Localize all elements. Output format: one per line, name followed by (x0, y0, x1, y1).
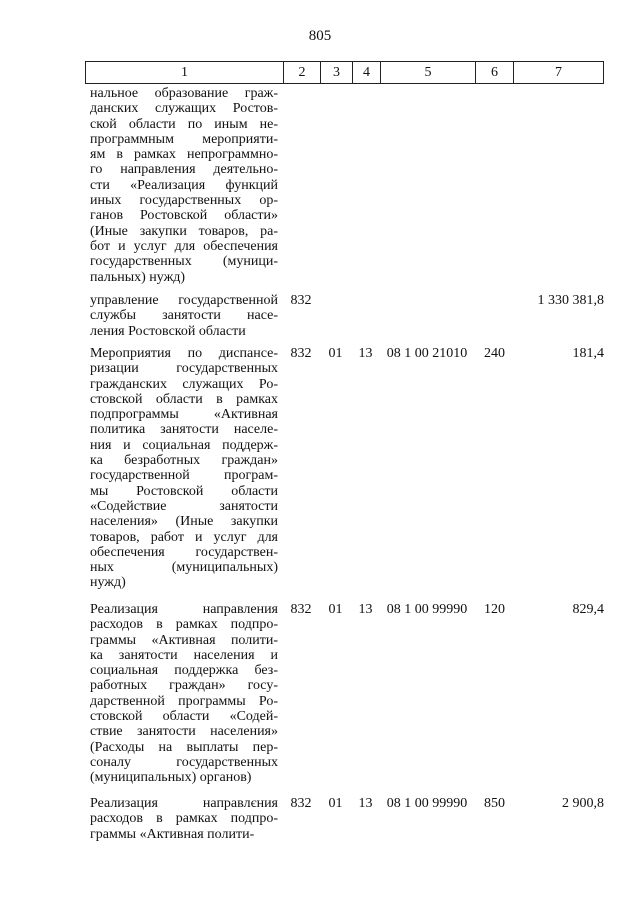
column-header-4: 4 (353, 62, 381, 84)
cell-column-2: 832 (290, 293, 312, 308)
description-line: «Содействие занятости (90, 498, 278, 514)
description-line: подпрограммы «Активная (90, 407, 278, 423)
description-line: управление государственной (90, 293, 278, 308)
column-header-1: 1 (86, 62, 284, 84)
description-line: ствие занятости населения» (90, 724, 278, 740)
description-line: ления Ростовской области (90, 323, 246, 339)
row-description (90, 86, 278, 285)
description-line: программным мероприяти- (90, 131, 278, 147)
description-line: нальное образование граж- (90, 86, 278, 101)
description-line: ка занятости населения и (90, 647, 278, 663)
cell-column-7: 829,4 (572, 602, 604, 617)
cell-column-2: 832 (290, 796, 312, 811)
description-line: дарственной программы Ро- (90, 693, 278, 709)
cell-column-6: 850 (484, 796, 505, 811)
cell-column-3: 01 (328, 796, 343, 811)
description-line: данских служащих Ростов- (90, 101, 278, 117)
cell-column-7: 1 330 381,8 (537, 293, 604, 308)
cell-column-7: 2 900,8 (562, 796, 604, 811)
cell-column-6: 120 (484, 602, 505, 617)
description-line: ных (муниципальных) (90, 560, 278, 576)
description-line: ганов Ростовской области» (90, 208, 278, 224)
description-line: граммы «Активная полити- (90, 826, 255, 842)
row-description (90, 602, 278, 786)
page-number: 805 (308, 28, 332, 44)
cell-column-4: 13 (358, 602, 373, 617)
description-line: обеспечения государствен- (90, 544, 278, 560)
column-header-7: 7 (514, 62, 604, 84)
description-line: расходов в рамках подпро- (90, 811, 278, 827)
description-line: гражданских служащих Ро- (90, 376, 278, 392)
cell-column-6: 240 (484, 346, 505, 361)
cell-column-2: 832 (290, 602, 312, 617)
description-line: (Расходы на выплаты пер- (90, 739, 278, 755)
table-header (85, 61, 604, 84)
description-line: Реализация направления (90, 602, 278, 617)
description-line: ка безработных граждан» (90, 453, 278, 469)
row-description (90, 293, 278, 339)
description-line: бот и услуг для обеспечения (90, 238, 278, 254)
description-line: стовской области «Содей- (90, 709, 278, 725)
description-line: службы занятости насе- (90, 308, 278, 324)
row-description (90, 796, 278, 842)
description-line: Реализация направлєния (90, 796, 278, 811)
description-line: пальных) нужд) (90, 269, 186, 285)
cell-column-3: 01 (328, 602, 343, 617)
column-header-5: 5 (381, 62, 476, 84)
description-line: иных государственных ор- (90, 193, 278, 209)
cell-column-4: 13 (358, 346, 373, 361)
description-line: политика занятости населе- (90, 422, 278, 438)
description-line: работных граждан» госу- (90, 678, 278, 694)
description-line: нужд) (90, 575, 126, 591)
description-line: населения» (Иные закупки (90, 514, 278, 530)
description-line: ям в рамках непрограммно- (90, 147, 278, 163)
column-header-2: 2 (284, 62, 321, 84)
column-header-6: 6 (476, 62, 514, 84)
cell-column-4: 13 (358, 796, 373, 811)
cell-column-7: 181,4 (572, 346, 604, 361)
description-line: расходов в рамках подпро- (90, 617, 278, 633)
description-line: ризации государственных (90, 361, 278, 377)
description-line: сти «Реализация функций (90, 177, 278, 193)
description-line: го направления деятельно- (90, 162, 278, 178)
column-header-3: 3 (321, 62, 353, 84)
cell-column-5: 08 1 00 99990 (386, 796, 468, 811)
description-line: соналу государственных (90, 754, 278, 770)
description-line: товаров, работ и услуг для (90, 529, 278, 545)
description-line: (Иные закупки товаров, ра- (90, 223, 278, 239)
description-line: стовской области в рамках (90, 391, 278, 407)
description-line: государственных (муници- (90, 254, 278, 270)
description-line: социальная поддержка без- (90, 663, 278, 679)
description-line: мы Ростовской области (90, 483, 278, 499)
description-line: Мероприятия по диспансе- (90, 346, 278, 361)
description-line: граммы «Активная полити- (90, 632, 278, 648)
cell-column-5: 08 1 00 99990 (386, 602, 468, 617)
cell-column-5: 08 1 00 21010 (386, 346, 468, 361)
description-line: государственной програм- (90, 468, 278, 484)
row-description (90, 346, 278, 591)
cell-column-3: 01 (328, 346, 343, 361)
description-line: ния и социальная поддерж- (90, 437, 278, 453)
description-line: ской области по иным не- (90, 116, 278, 132)
cell-column-2: 832 (290, 346, 312, 361)
description-line: (муниципальных) органов) (90, 770, 252, 786)
